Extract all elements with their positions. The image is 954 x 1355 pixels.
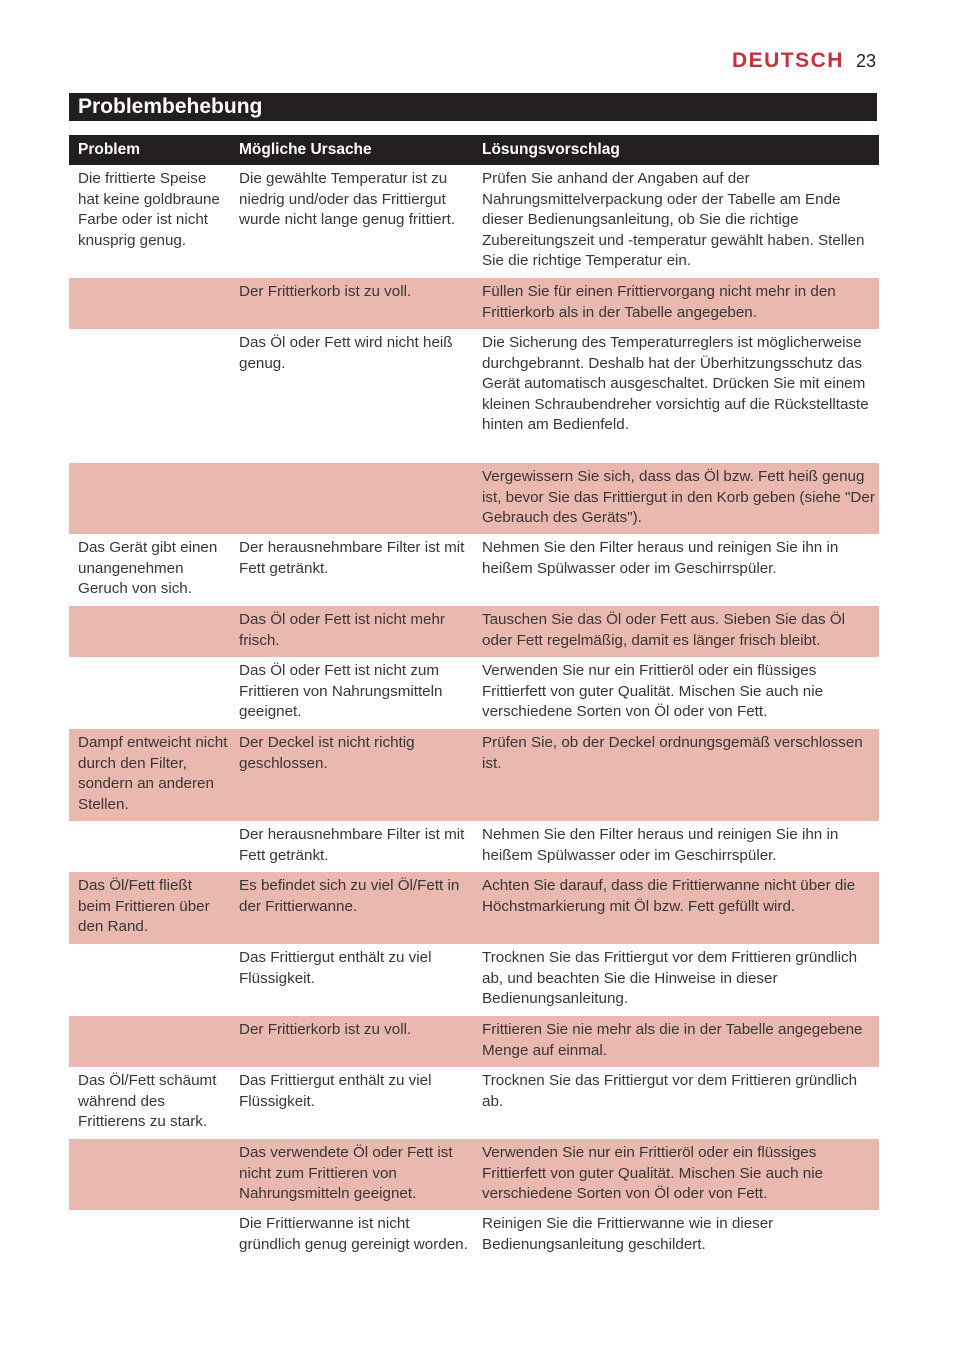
cause-cell <box>231 463 474 534</box>
problem-cell: Das Öl/Fett schäumt während des Frittierens zu stark. <box>78 1072 217 1130</box>
table-header <box>69 135 879 165</box>
problem-cell <box>69 1139 231 1210</box>
cause-cell: Der Frittierkorb ist zu voll. <box>239 1021 412 1038</box>
table-row <box>69 821 879 872</box>
cause-cell: Das Öl oder Fett ist nicht zum Frittieren von Nahrungsmitteln geeignet. <box>239 662 443 720</box>
section-title: Problembehebung <box>69 93 877 121</box>
problem-cell <box>69 944 231 1016</box>
cause-cell: Das Öl oder Fett wird nicht heiß genug. <box>239 334 453 372</box>
solution-cell: Prüfen Sie anhand der Angaben auf der Nahrungsmittelverpackung oder der Tabelle am Ende dieser Bedienungsanleitung, ob Sie die richtige Zubereitungszeit und -temperatur gewählt haben. Stellen Sie die richtige Temperatur ein. <box>482 170 865 269</box>
troubleshooting-table <box>69 135 879 1282</box>
column-header-cause: Mögliche Ursache <box>239 141 372 158</box>
cause-cell: Das verwendete Öl oder Fett ist nicht zum Frittieren von Nahrungsmitteln geeignet. <box>239 1144 453 1202</box>
solution-cell: Trocknen Sie das Frittiergut vor dem Frittieren gründlich ab. <box>482 1072 858 1110</box>
cause-cell: Die gewählte Temperatur ist zu niedrig und/oder das Frittiergut wurde nicht lange genug frittiert. <box>239 170 456 228</box>
column-header-problem: Problem <box>78 141 141 158</box>
problem-cell: Das Öl/Fett fließt beim Frittieren über den Rand. <box>78 877 210 935</box>
cause-cell: Der Frittierkorb ist zu voll. <box>239 283 412 300</box>
table-row <box>69 729 879 821</box>
problem-cell: Das Gerät gibt einen unangenehmen Geruch von sich. <box>78 539 218 597</box>
table-row <box>69 278 879 329</box>
solution-cell: Füllen Sie für einen Frittiervorgang nicht mehr in den Frittierkorb als in der Tabelle angegeben. <box>482 283 836 321</box>
table-row <box>69 606 879 657</box>
cause-cell: Das Frittiergut enthält zu viel Flüssigkeit. <box>239 1072 432 1110</box>
solution-cell: Verwenden Sie nur ein Frittieröl oder ein flüssiges Frittierfett von guter Qualität. Mischen Sie auch nie verschiedene Sorten von Öl oder von Fett. <box>482 662 824 720</box>
problem-cell <box>69 606 231 657</box>
cause-cell: Der Deckel ist nicht richtig geschlossen. <box>239 734 415 772</box>
problem-cell <box>69 1016 231 1067</box>
table-row <box>69 944 879 1016</box>
table-row <box>69 463 879 534</box>
solution-cell: Frittieren Sie nie mehr als die in der Tabelle angegebene Menge auf einmal. <box>482 1021 863 1059</box>
table-row <box>69 1210 879 1282</box>
solution-cell: Die Sicherung des Temperaturreglers ist möglicherweise durchgebrannt. Deshalb hat der Überhitzungsschutz das Gerät automatisch ausgeschaltet. Drücken Sie mit einem kleinen Schraubendreher vorsichtig auf die Rückstelltaste hinten am Bedienfeld. <box>482 334 869 433</box>
table-row <box>69 329 879 463</box>
solution-cell: Reinigen Sie die Frittierwanne wie in dieser Bedienungsanleitung geschildert. <box>482 1215 774 1253</box>
page-header <box>732 47 876 75</box>
table-row <box>69 1067 879 1139</box>
problem-cell: Die frittierte Speise hat keine goldbraune Farbe oder ist nicht knusprig genug. <box>78 170 220 249</box>
solution-cell: Trocknen Sie das Frittiergut vor dem Frittieren gründlich ab, und beachten Sie die Hinweise in dieser Bedienungsanleitung. <box>482 949 858 1007</box>
solution-cell: Verwenden Sie nur ein Frittieröl oder ein flüssiges Frittierfett von guter Qualität. Mischen Sie auch nie verschiedene Sorten von Öl oder von Fett. <box>482 1144 824 1202</box>
problem-cell <box>69 821 231 872</box>
cause-cell: Der herausnehmbare Filter ist mit Fett getränkt. <box>239 826 465 864</box>
column-header-solution: Lösungsvorschlag <box>482 141 620 158</box>
problem-cell <box>69 329 231 463</box>
solution-cell: Tauschen Sie das Öl oder Fett aus. Sieben Sie das Öl oder Fett regelmäßig, damit es länger frisch bleibt. <box>482 611 846 649</box>
problem-cell <box>69 463 231 534</box>
table-row <box>69 1139 879 1210</box>
cause-cell: Das Öl oder Fett ist nicht mehr frisch. <box>239 611 445 649</box>
problem-cell <box>69 1210 231 1282</box>
table-row <box>69 534 879 606</box>
cause-cell: Es befindet sich zu viel Öl/Fett in der Frittierwanne. <box>239 877 460 915</box>
cause-cell: Der herausnehmbare Filter ist mit Fett getränkt. <box>239 539 465 577</box>
table-row <box>69 165 879 278</box>
table-row <box>69 657 879 729</box>
solution-cell: Achten Sie darauf, dass die Frittierwanne nicht über die Höchstmarkierung mit Öl bzw. Fett gefüllt wird. <box>482 877 856 915</box>
solution-cell: Vergewissern Sie sich, dass das Öl bzw. Fett heiß genug ist, bevor Sie das Frittiergut in den Korb geben (siehe "Der Gebrauch des Geräts"). <box>482 468 875 526</box>
cause-cell: Das Frittiergut enthält zu viel Flüssigkeit. <box>239 949 432 987</box>
solution-cell: Nehmen Sie den Filter heraus und reinigen Sie ihn in heißem Spülwasser oder im Geschirrspüler. <box>482 826 839 864</box>
problem-cell <box>69 278 231 329</box>
page-number: 23 <box>855 50 876 71</box>
table-row <box>69 1016 879 1067</box>
problem-cell: Dampf entweicht nicht durch den Filter, sondern an anderen Stellen. <box>78 734 228 813</box>
cause-cell: Die Frittierwanne ist nicht gründlich genug gereinigt worden. <box>239 1215 468 1253</box>
solution-cell: Prüfen Sie, ob der Deckel ordnungsgemäß verschlossen ist. <box>482 734 863 772</box>
table-row <box>69 872 879 944</box>
solution-cell: Nehmen Sie den Filter heraus und reinigen Sie ihn in heißem Spülwasser oder im Geschirrspüler. <box>482 539 839 577</box>
language-label: DEUTSCH <box>731 49 844 72</box>
problem-cell <box>69 657 231 729</box>
